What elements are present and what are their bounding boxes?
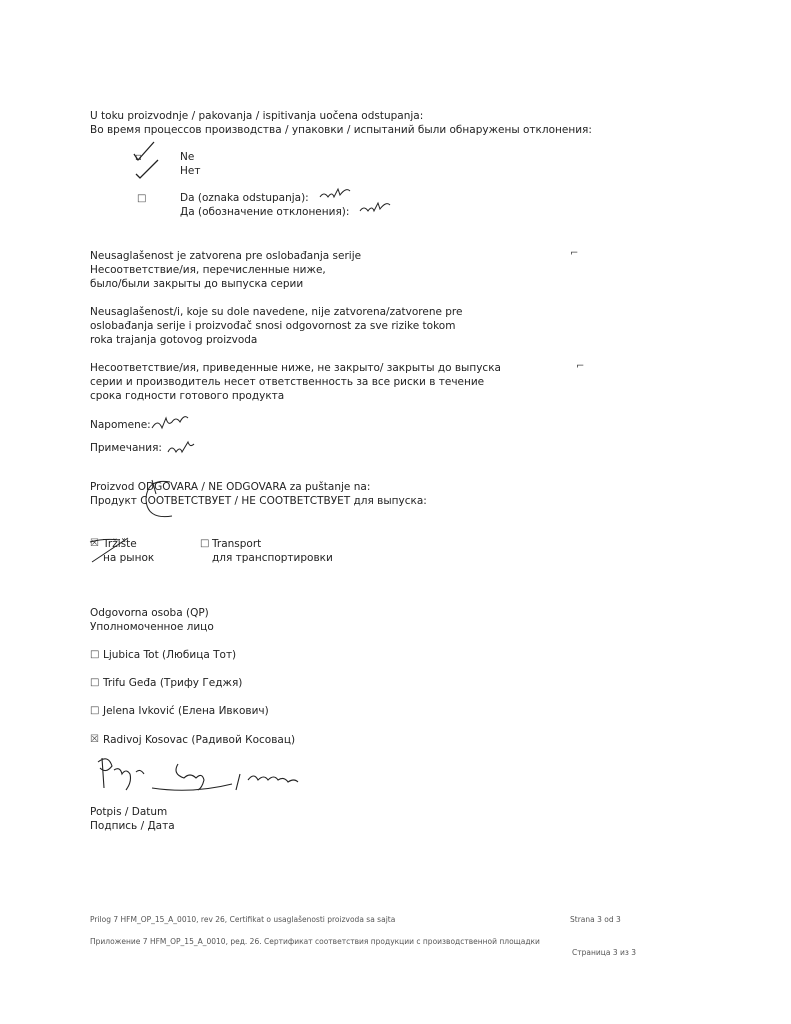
footer-page-sr: Strana 3 od 3: [570, 915, 621, 924]
option-yes-sr: Da (oznaka odstupanja):: [180, 192, 309, 204]
handwritten-circle-mark: [140, 474, 190, 524]
signature-label-sr: Potpis / Datum: [90, 806, 168, 818]
not-closed-ru-line1: Несоответствие/ия, приведенные ниже, не закрыто/ закрыты до выпуска: [90, 362, 501, 374]
person-2: Jelena Ivković (Елена Ивкович): [103, 705, 269, 717]
transport-ru: для транспортировки: [212, 552, 333, 564]
deviations-heading-ru: Во время процессов производства / упаковки / испытаний были обнаружены отклонения:: [90, 124, 592, 136]
signature-label-ru: Подпись / Дата: [90, 820, 175, 832]
closed-line1: Neusaglašenost je zatvorena pre oslobađanja serije: [90, 250, 362, 262]
not-closed-ru-line2: серии и производитель несет ответственность за все риски в течение: [90, 376, 485, 388]
checkbox-person-3[interactable]: ☒: [90, 734, 99, 745]
release-line-sr: Proizvod ODGOVARA / NE ODGOVARA za puštanje na:: [90, 481, 371, 493]
option-no-sr: Ne: [180, 151, 195, 163]
person-1: Trifu Geđa (Трифу Геджя): [103, 677, 243, 689]
person-3: Radivoj Kosovac (Радивой Косовац): [103, 734, 296, 746]
checkbox-no[interactable]: ▫: [135, 152, 142, 163]
checkbox-person-0[interactable]: □: [90, 649, 100, 660]
not-closed-sr-line1: Neusaglašenost/i, koje su dole navedene, nije zatvorena/zatvorene pre: [90, 306, 463, 318]
footer-line-ru: Приложение 7 HFM_OP_15_A_0010, ред. 26. Сертификат соответствия продукции с производственной площадки: [90, 937, 540, 946]
not-closed-sr-line2: oslobađanja serije i proizvođač snosi odgovornost za sve rizike tokom: [90, 320, 456, 332]
notes-label-ru: Примечания:: [90, 442, 162, 454]
checkbox-yes[interactable]: □: [137, 193, 147, 204]
deviations-heading-sr: U toku proizvodnje / pakovanja / ispitivanja uočena odstupanja:: [90, 110, 424, 122]
not-closed-ru-line3: срока годности готового продукта: [90, 390, 285, 402]
checkbox-not-closed[interactable]: ⌐: [576, 361, 585, 372]
market-sr: Tržište: [103, 538, 137, 550]
signature-image: [92, 752, 322, 802]
handwritten-na-mark: [318, 185, 398, 219]
checkmark-icon: [132, 140, 162, 180]
checkbox-person-1[interactable]: □: [90, 677, 100, 688]
closed-line3: было/были закрыты до выпуска серии: [90, 278, 304, 290]
handwritten-notes-mark: [148, 412, 208, 462]
handwritten-market-check: [88, 534, 138, 564]
market-ru: на рынок: [103, 552, 155, 564]
footer-page-ru: Страница 3 из 3: [572, 948, 636, 957]
checkbox-market[interactable]: ☒: [90, 538, 99, 549]
option-yes-ru: Да (обозначение отклонения):: [180, 206, 350, 218]
checkbox-transport[interactable]: □: [200, 538, 210, 549]
checkbox-person-2[interactable]: □: [90, 705, 100, 716]
qp-label-sr: Odgovorna osoba (QP): [90, 607, 209, 619]
release-line-ru: Продукт СООТВЕТСТВУЕТ / НЕ СООТВЕТСТВУЕТ для выпуска:: [90, 495, 427, 507]
checkbox-closed[interactable]: ⌐: [570, 248, 579, 259]
notes-label-sr: Napomene:: [90, 419, 151, 431]
transport-sr: Transport: [212, 538, 262, 550]
option-no-ru: Нет: [180, 165, 201, 177]
not-closed-sr-line3: roka trajanja gotovog proizvoda: [90, 334, 258, 346]
qp-label-ru: Уполномоченное лицо: [90, 621, 214, 633]
person-0: Ljubica Tot (Любица Тот): [103, 649, 237, 661]
closed-line2: Несоответствие/ия, перечисленные ниже,: [90, 264, 326, 276]
footer-line-sr: Prilog 7 HFM_OP_15_A_0010, rev 26, Certifikat o usaglašenosti proizvoda sa sajta: [90, 915, 396, 924]
